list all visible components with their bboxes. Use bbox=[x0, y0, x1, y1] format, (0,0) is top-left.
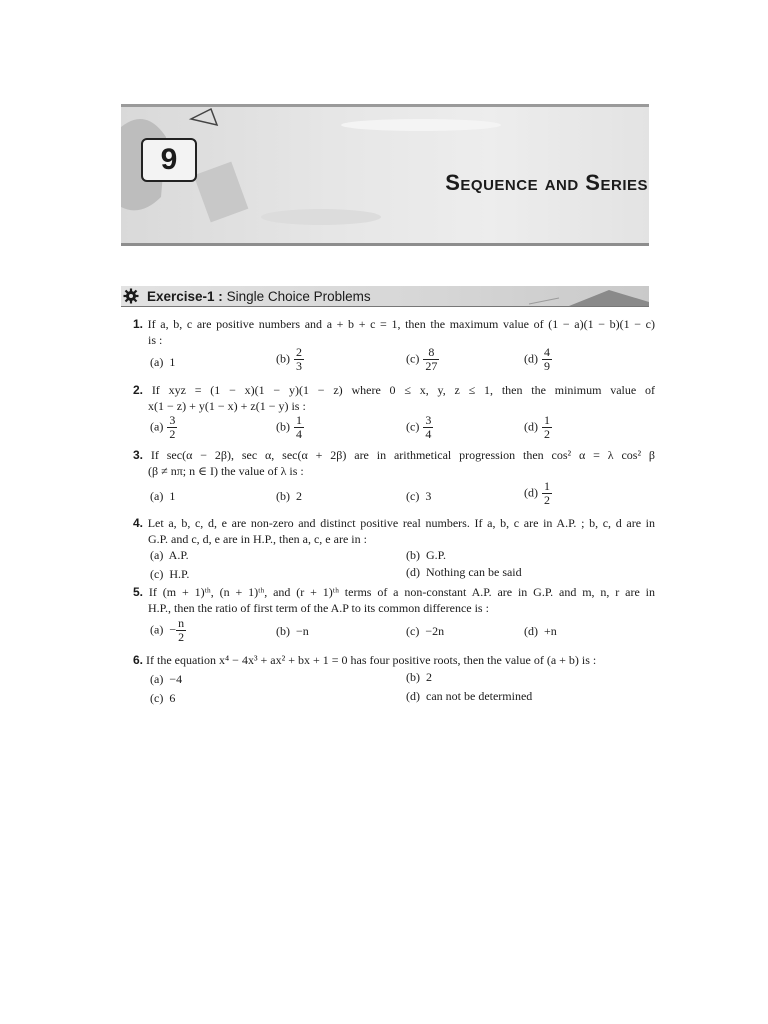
question-text: If xyz = (1 − x)(1 − y)(1 − z) where 0 ≤ x, y, z ≤ 1, then the minimum value of bbox=[151, 383, 655, 397]
question-text: If sec(α − 2β), sec α, sec(α + 2β) are in arithmetical progression then cos² α = λ cos² β bbox=[150, 448, 656, 462]
question-4 bbox=[133, 515, 655, 547]
option-c: (c) 3 bbox=[406, 489, 432, 503]
option-a: (a) − $\frac{n}{2}$ bbox=[150, 616, 185, 644]
header-decoration bbox=[509, 286, 649, 306]
option-b: (b) 2 bbox=[276, 489, 302, 503]
question-1 bbox=[133, 316, 655, 348]
gear-icon bbox=[123, 288, 139, 304]
option-a: (a) $\frac{3}{2}$ bbox=[150, 413, 176, 441]
question-number: 2. bbox=[133, 383, 144, 397]
question-text: If (m + 1)ᵗʰ, (n + 1)ᵗʰ, and (r + 1)ᵗʰ terms of a non-constant A.P. are in G.P. and m, n, r are in bbox=[148, 585, 655, 599]
question-text: If the equation x⁴ − 4x³ + ax² + bx + 1 = 0 has four positive roots, then the value of (a + b) is : bbox=[146, 653, 597, 667]
exercise-title bbox=[147, 289, 371, 304]
option-d: (d) $\frac{1}{2}$ bbox=[524, 479, 550, 507]
option-b: (b) G.P. bbox=[406, 548, 447, 562]
question-3 bbox=[133, 447, 655, 479]
option-d: (d) $\frac{4}{9}$ bbox=[524, 345, 550, 373]
question-number: 6. bbox=[133, 653, 144, 667]
exercise-subtitle: Single Choice Problems bbox=[226, 288, 371, 304]
option-d: (d) can not be determined bbox=[406, 689, 533, 703]
option-c: (c) $\frac{3}{4}$ bbox=[406, 413, 432, 441]
exercise-name: Exercise-1 : bbox=[147, 288, 223, 304]
option-d: (d) Nothing can be said bbox=[406, 565, 522, 579]
question-text-cont: H.P., then the ratio of first term of the A.P to its common difference is : bbox=[148, 601, 489, 615]
option-a: (a) 1 bbox=[150, 489, 176, 503]
option-a: (a) A.P. bbox=[150, 548, 189, 562]
option-c: (c) H.P. bbox=[150, 567, 190, 581]
exercise-header-bar bbox=[121, 286, 649, 307]
option-b: (b) 2 bbox=[406, 670, 432, 684]
question-number: 5. bbox=[133, 585, 144, 599]
option-d: (d) +n bbox=[524, 624, 557, 638]
chapter-number: 9 bbox=[141, 138, 197, 182]
question-text-cont: (β ≠ nπ; n ∈ I) the value of λ is : bbox=[148, 464, 304, 478]
question-number: 1. bbox=[133, 317, 144, 331]
option-b: (b) $\frac{2}{3}$ bbox=[276, 345, 302, 373]
option-c: (c) −2n bbox=[406, 624, 445, 638]
question-text: Let a, b, c, d, e are non-zero and distinct positive real numbers. If a, b, c are in A.P. ; b, c, d are in bbox=[147, 516, 656, 530]
question-text-cont: G.P. and c, d, e are in H.P., then a, c, e are in : bbox=[148, 532, 367, 546]
question-text: If a, b, c are positive numbers and a + b + c = 1, then the maximum value of (1 − a)(1 − b)(1 − c) bbox=[147, 317, 656, 331]
question-text-cont: is : bbox=[148, 333, 163, 347]
option-b: (b) $\frac{1}{4}$ bbox=[276, 413, 302, 441]
option-a: (a) −4 bbox=[150, 672, 183, 686]
option-b: (b) −n bbox=[276, 624, 309, 638]
option-a: (a) 1 bbox=[150, 355, 176, 369]
question-2 bbox=[133, 382, 655, 414]
question-5 bbox=[133, 584, 655, 616]
option-c: (c) $\frac{8}{27}$ bbox=[406, 345, 438, 373]
question-number: 3. bbox=[133, 448, 144, 462]
question-number: 4. bbox=[133, 516, 144, 530]
question-text-cont: x(1 − z) + y(1 − x) + z(1 − y) is : bbox=[148, 399, 306, 413]
chapter-title: Sequence and Series bbox=[445, 170, 648, 195]
option-c: (c) 6 bbox=[150, 691, 176, 705]
option-d: (d) $\frac{1}{2}$ bbox=[524, 413, 550, 441]
question-6 bbox=[133, 652, 655, 668]
